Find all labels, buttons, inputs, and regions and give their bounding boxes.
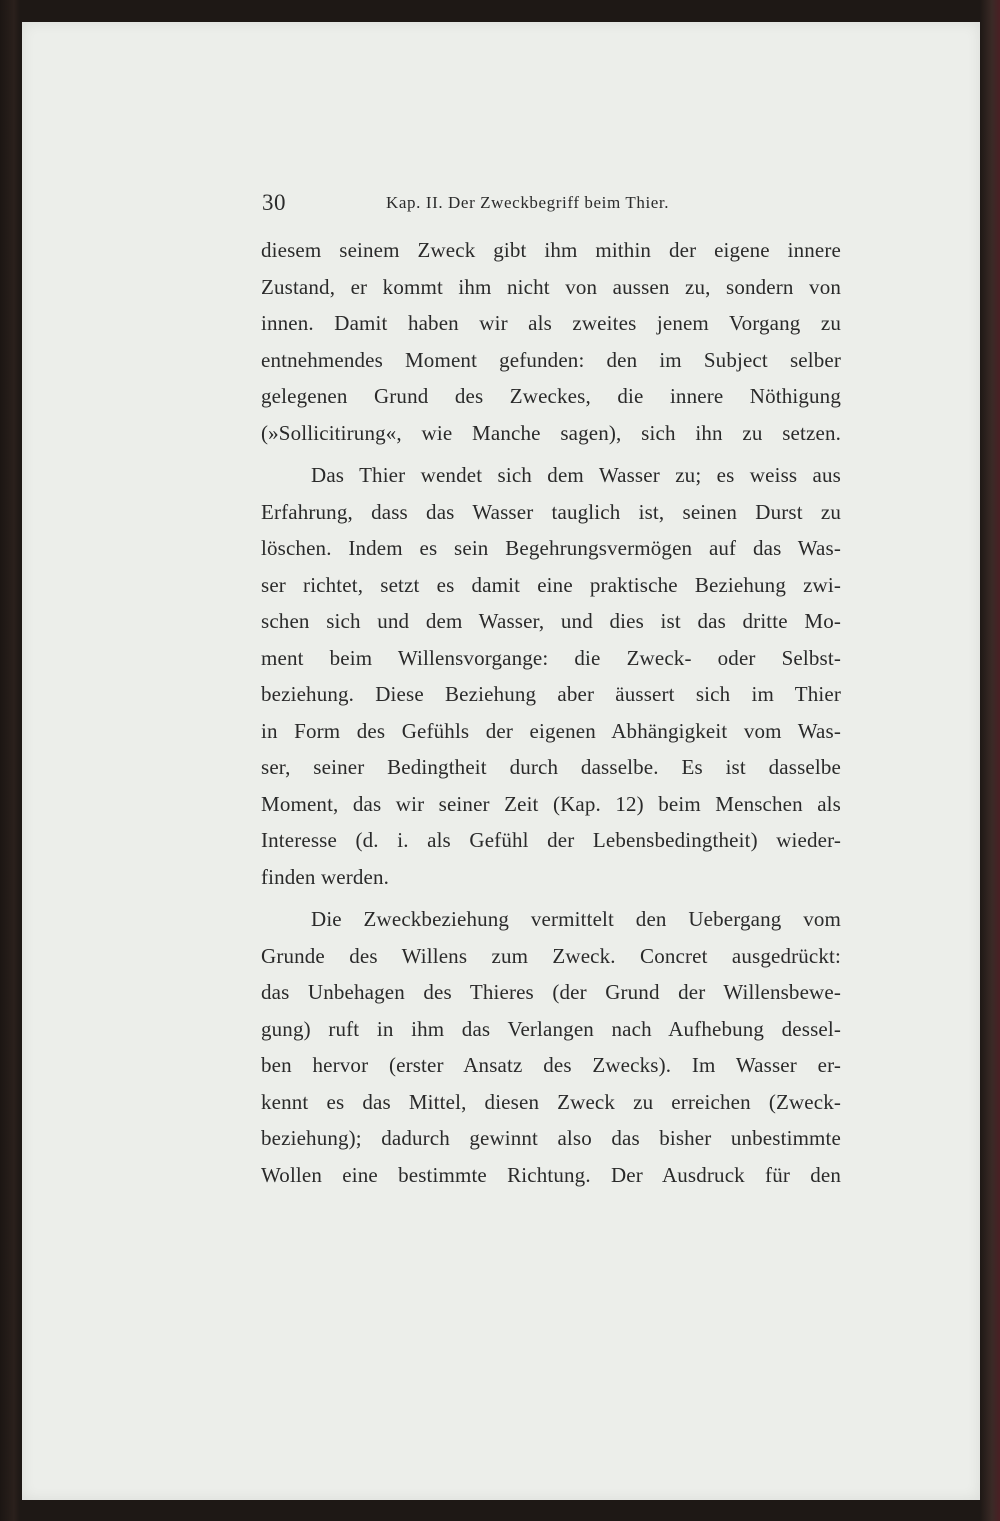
paragraph-3 bbox=[261, 901, 841, 1193]
text-line: ser, seiner Bedingtheit durch dasselbe. Es ist dasselbe bbox=[261, 755, 841, 779]
text-line: Interesse (d. i. als Gefühl der Lebensbedingtheit) wieder- bbox=[261, 828, 841, 852]
paragraph-2 bbox=[261, 457, 841, 895]
page-number: 30 bbox=[262, 190, 286, 215]
page-header bbox=[262, 190, 862, 220]
text-line: gung) ruft in ihm das Verlangen nach Aufhebung dessel- bbox=[261, 1016, 841, 1041]
text-line: schen sich und dem Wasser, und dies ist das dritte Mo- bbox=[261, 609, 841, 633]
text-line: diesem seinem Zweck gibt ihm mithin der eigene innere bbox=[261, 238, 841, 262]
text-line: entnehmendes Moment gefunden: den im Subject selber bbox=[261, 347, 841, 372]
text-line: Erfahrung, dass das Wasser tauglich ist, seinen Durst zu bbox=[261, 499, 841, 524]
text-line: ben hervor (erster Ansatz des Zwecks). Im Wasser er- bbox=[261, 1053, 841, 1077]
page-paper bbox=[22, 22, 980, 1500]
running-head: Kap. II. Der Zweckbegriff beim Thier. bbox=[386, 193, 670, 212]
text-line: Das Thier wendet sich dem Wasser zu; es weiss aus bbox=[311, 463, 841, 487]
text-line: in Form des Gefühls der eigenen Abhängigkeit vom Was- bbox=[261, 718, 841, 743]
text-line: beziehung); dadurch gewinnt also das bisher unbestimmte bbox=[261, 1126, 841, 1150]
text-line: gelegenen Grund des Zweckes, die innere Nöthigung bbox=[261, 384, 841, 408]
text-line: (»Sollicitirung«, wie Manche sagen), sich ihn zu setzen. bbox=[261, 420, 841, 445]
paragraph-1 bbox=[261, 232, 841, 451]
text-line: Zustand, er kommt ihm nicht von aussen zu, sondern von bbox=[261, 274, 841, 299]
body-text bbox=[261, 232, 841, 1193]
text-line: finden werden. bbox=[261, 864, 390, 889]
text-line: ment beim Willensvorgange: die Zweck- oder Selbst- bbox=[261, 645, 841, 670]
text-line: beziehung. Diese Beziehung aber äussert sich im Thier bbox=[261, 682, 841, 706]
text-line: Grunde des Willens zum Zweck. Concret ausgedrückt: bbox=[261, 943, 841, 968]
text-line: Moment, das wir seiner Zeit (Kap. 12) beim Menschen als bbox=[261, 791, 841, 816]
text-line: Die Zweckbeziehung vermittelt den Uebergang vom bbox=[311, 907, 841, 931]
text-line: kennt es das Mittel, diesen Zweck zu erreichen (Zweck- bbox=[261, 1089, 841, 1114]
text-line: Wollen eine bestimmte Richtung. Der Ausdruck für den bbox=[261, 1162, 841, 1187]
text-line: das Unbehagen des Thieres (der Grund der Willensbewe- bbox=[261, 980, 841, 1004]
text-line: löschen. Indem es sein Begehrungsvermögen auf das Was- bbox=[261, 536, 841, 560]
text-line: ser richtet, setzt es damit eine praktische Beziehung zwi- bbox=[261, 572, 841, 597]
text-line: innen. Damit haben wir als zweites jenem Vorgang zu bbox=[261, 311, 841, 335]
